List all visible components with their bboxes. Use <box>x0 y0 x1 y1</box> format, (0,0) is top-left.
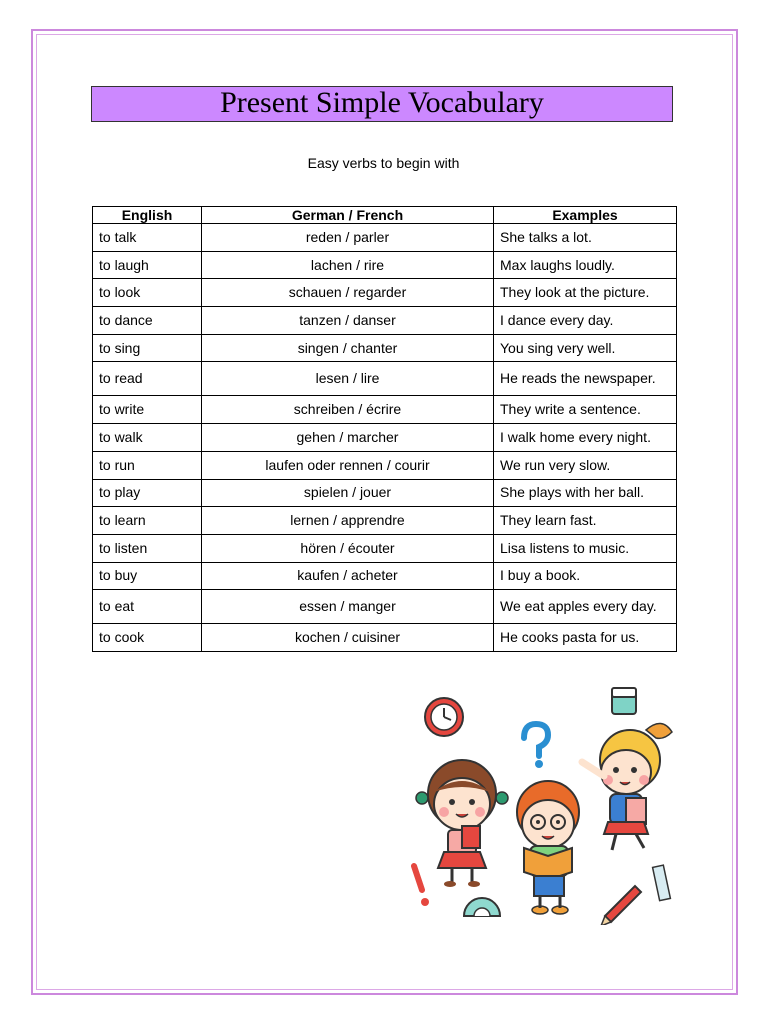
exclamation-icon <box>414 866 429 906</box>
protractor-icon <box>464 898 500 916</box>
cell-translation: singen / chanter <box>202 334 494 362</box>
cell-example: She talks a lot. <box>494 224 677 252</box>
cell-translation: kaufen / acheter <box>202 562 494 590</box>
table-row <box>93 396 677 424</box>
page-title: Present Simple Vocabulary <box>220 86 544 119</box>
table-row <box>93 362 677 396</box>
cell-example: I buy a book. <box>494 562 677 590</box>
cell-example: We run very slow. <box>494 451 677 479</box>
header-german-french: German / French <box>202 207 494 224</box>
ruler-icon <box>653 865 671 901</box>
table-header-row <box>93 207 677 224</box>
cell-english: to eat <box>93 590 202 624</box>
eraser-icon <box>612 688 636 714</box>
question-mark-icon <box>524 724 548 768</box>
cell-english: to read <box>93 362 202 396</box>
cell-english: to cook <box>93 624 202 652</box>
table-row <box>93 624 677 652</box>
cell-translation: schreiben / écrire <box>202 396 494 424</box>
table-row <box>93 562 677 590</box>
table-row <box>93 224 677 252</box>
cell-english: to run <box>93 451 202 479</box>
cell-english: to write <box>93 396 202 424</box>
cell-english: to play <box>93 479 202 507</box>
header-english: English <box>93 207 202 224</box>
cell-english: to listen <box>93 534 202 562</box>
table-row <box>93 507 677 535</box>
table-row <box>93 451 677 479</box>
boy-reading-book <box>517 781 579 914</box>
vocabulary-table <box>92 206 677 652</box>
cell-translation: lernen / apprendre <box>202 507 494 535</box>
cell-example: They write a sentence. <box>494 396 677 424</box>
girl-waving <box>582 723 672 850</box>
table-row <box>93 479 677 507</box>
header-examples: Examples <box>494 207 677 224</box>
cell-english: to laugh <box>93 251 202 279</box>
cell-example: They look at the picture. <box>494 279 677 307</box>
cell-translation: reden / parler <box>202 224 494 252</box>
cell-example: I walk home every night. <box>494 424 677 452</box>
table-row <box>93 251 677 279</box>
cell-english: to sing <box>93 334 202 362</box>
table-row <box>93 424 677 452</box>
cell-english: to walk <box>93 424 202 452</box>
cell-example: We eat apples every day. <box>494 590 677 624</box>
girl-with-book <box>416 760 508 887</box>
cell-example: Lisa listens to music. <box>494 534 677 562</box>
cell-example: You sing very well. <box>494 334 677 362</box>
cell-example: He reads the newspaper. <box>494 362 677 396</box>
cell-english: to dance <box>93 307 202 335</box>
pencil-icon <box>601 886 641 925</box>
cell-translation: laufen oder rennen / courir <box>202 451 494 479</box>
cell-translation: tanzen / danser <box>202 307 494 335</box>
cell-english: to look <box>93 279 202 307</box>
kids-illustration <box>400 680 690 925</box>
cell-translation: schauen / regarder <box>202 279 494 307</box>
table-row <box>93 534 677 562</box>
cell-example: They learn fast. <box>494 507 677 535</box>
table-row <box>93 279 677 307</box>
subtitle: Easy verbs to begin with <box>307 155 460 171</box>
cell-translation: spielen / jouer <box>202 479 494 507</box>
table-row <box>93 307 677 335</box>
cell-example: He cooks pasta for us. <box>494 624 677 652</box>
cell-translation: kochen / cuisiner <box>202 624 494 652</box>
table-row <box>93 334 677 362</box>
cell-example: She plays with her ball. <box>494 479 677 507</box>
cell-translation: lesen / lire <box>202 362 494 396</box>
table-row <box>93 590 677 624</box>
cell-english: to learn <box>93 507 202 535</box>
cell-english: to buy <box>93 562 202 590</box>
cell-translation: hören / écouter <box>202 534 494 562</box>
cell-english: to talk <box>93 224 202 252</box>
cell-example: I dance every day. <box>494 307 677 335</box>
cell-translation: essen / manger <box>202 590 494 624</box>
cell-example: Max laughs loudly. <box>494 251 677 279</box>
clock-icon <box>425 698 463 736</box>
cell-translation: lachen / rire <box>202 251 494 279</box>
cell-translation: gehen / marcher <box>202 424 494 452</box>
title-banner <box>91 86 673 122</box>
